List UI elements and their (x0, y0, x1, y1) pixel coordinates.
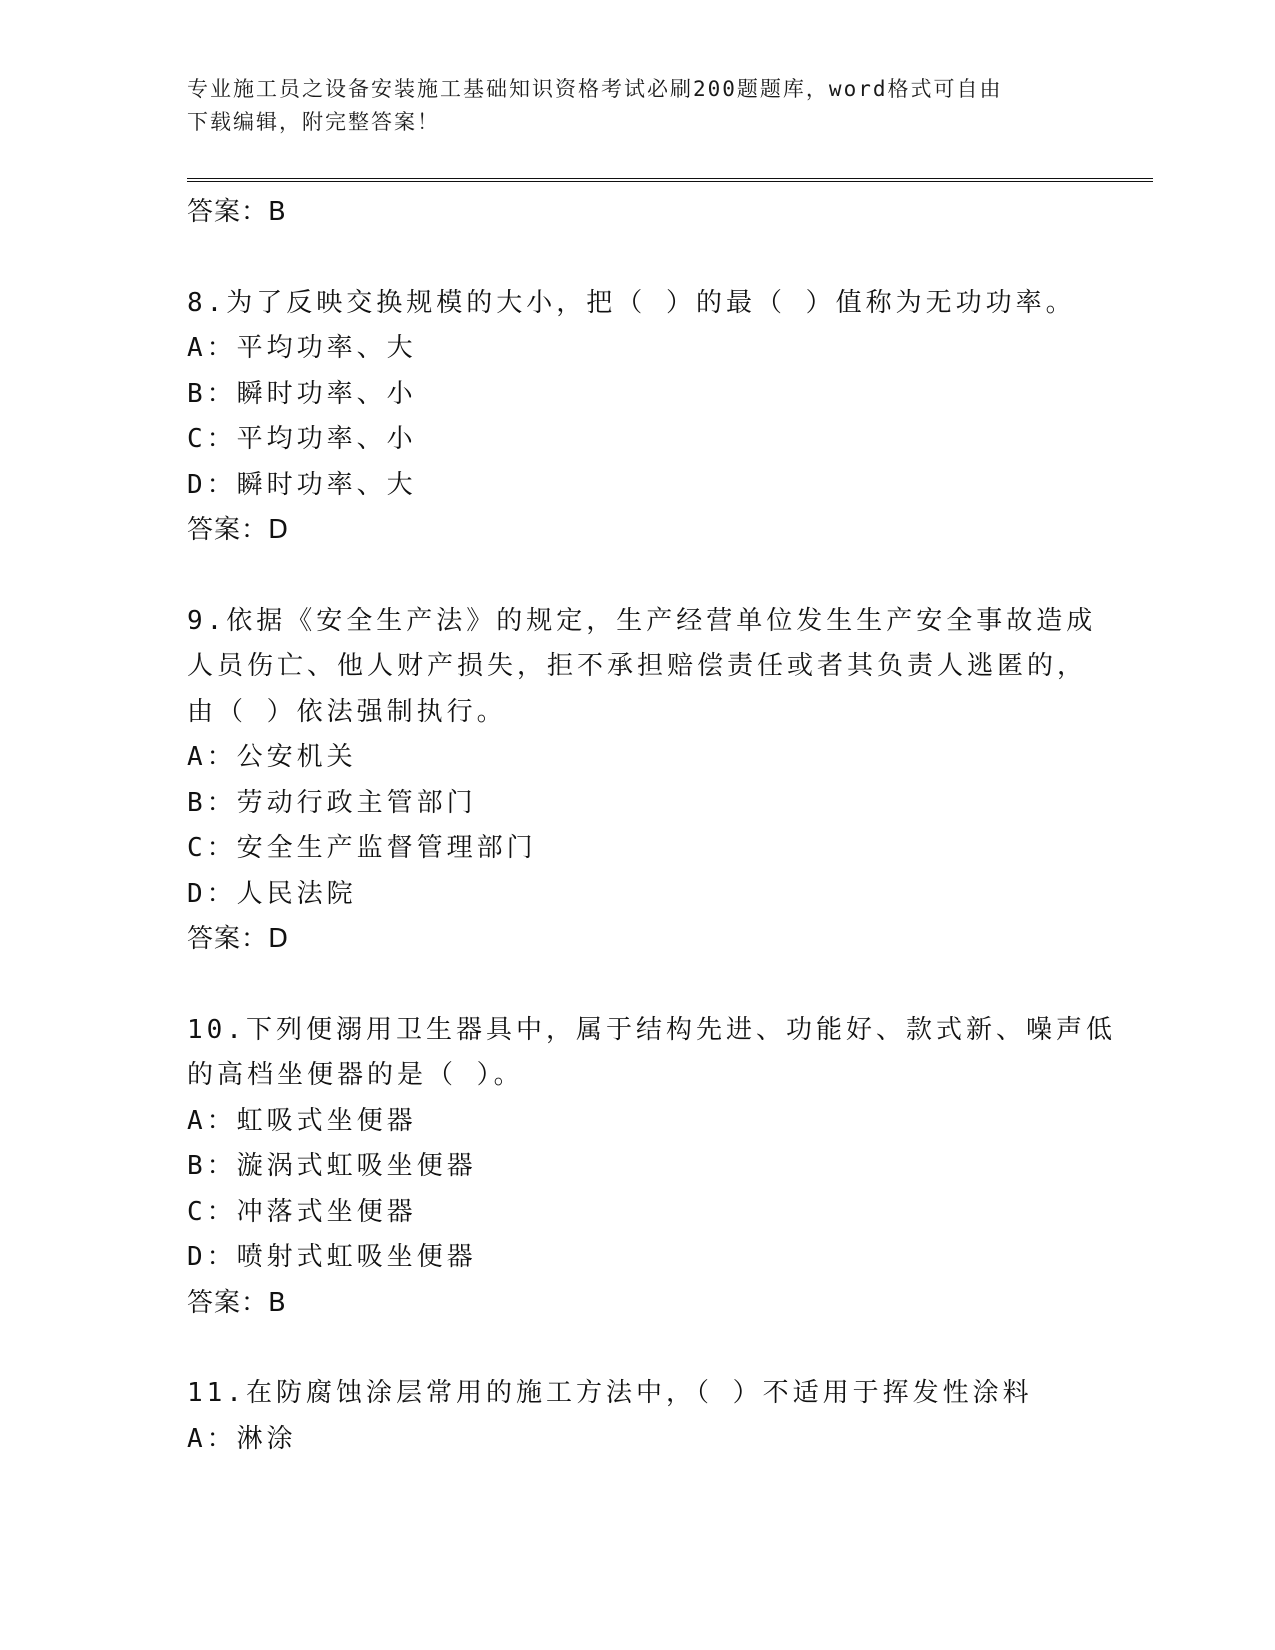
document-header (187, 73, 1067, 139)
question-11 (187, 1371, 1117, 1462)
question-10 (187, 1008, 1117, 1327)
header-line-2: 下载编辑，附完整答案！ (187, 110, 440, 134)
answer-line: 答案：B (187, 1287, 287, 1318)
option-b: B：漩涡式虹吸坐便器 (187, 1151, 477, 1181)
spacer (187, 554, 1117, 599)
option-d: D：人民法院 (187, 878, 357, 909)
spacer (187, 236, 1117, 281)
question-text: 10.下列便溺用卫生器具中，属于结构先进、功能好、款式新、噪声低 (187, 1014, 1116, 1045)
option-a: A：公安机关 (187, 742, 357, 772)
option-a: A：平均功率、大 (187, 333, 417, 363)
option-d: D：瞬时功率、大 (187, 469, 417, 500)
option-a: A：虹吸式坐便器 (187, 1105, 417, 1136)
option-c: C：冲落式坐便器 (187, 1196, 417, 1227)
document-body (187, 190, 1117, 1462)
answer-line: 答案：D (187, 515, 290, 545)
question-text: 的高档坐便器的是（ ）。 (187, 1060, 524, 1090)
spacer (187, 1326, 1117, 1371)
question-text: 9.依据《安全生产法》的规定，生产经营单位发生生产安全事故造成 (187, 605, 1097, 636)
header-line-1: 专业施工员之设备安装施工基础知识资格考试必刷200题题库，word格式可自由 (187, 77, 1003, 101)
question-9 (187, 599, 1117, 963)
question-8 (187, 281, 1117, 554)
question-text: 11.在防腐蚀涂层常用的施工方法中，（ ）不适用于挥发性涂料 (187, 1378, 1033, 1408)
option-b: B：瞬时功率、小 (187, 378, 417, 409)
answer-line: 答案：B (187, 197, 287, 227)
answer-line: 答案：D (187, 924, 290, 954)
option-a: A：淋涂 (187, 1423, 297, 1454)
question-text: 由（ ）依法强制执行。 (187, 696, 507, 727)
question-text: 8.为了反映交换规模的大小，把（ ）的最（ ）值称为无功功率。 (187, 287, 1076, 318)
question-text: 人员伤亡、他人财产损失，拒不承担赔偿责任或者其负责人逃匿的， (187, 651, 1088, 681)
option-c: C：安全生产监督管理部门 (187, 833, 537, 863)
option-c: C：平均功率、小 (187, 424, 417, 454)
spacer (187, 963, 1117, 1008)
option-b: B：劳动行政主管部门 (187, 787, 477, 818)
option-d: D：喷射式虹吸坐便器 (187, 1242, 477, 1272)
header-double-rule (187, 178, 1153, 182)
